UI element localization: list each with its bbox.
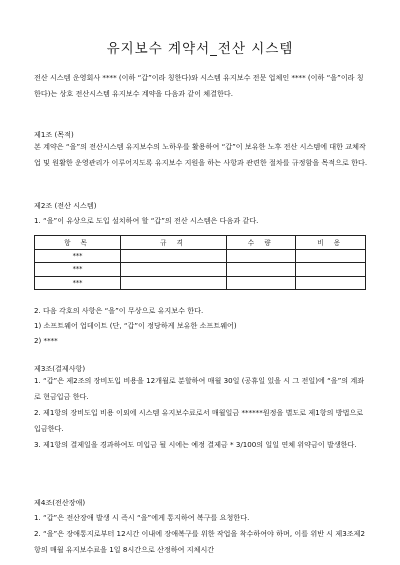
article-2-item-1: 1. “을”이 유상으로 도입 설치하여 할 “갑”의 전산 시스템은 다음과 같다. — [34, 216, 259, 225]
table-header-row — [35, 236, 366, 250]
article-4-heading: 제4조(전산장애) — [34, 498, 86, 507]
table-row — [35, 263, 366, 277]
table-cell — [226, 249, 296, 263]
article-3-para-2: 2. 제1항의 장비도입 비용 이외에 시스템 유지보수료로서 매월일금 ******원정을 별도로 제1항의 방법으로 입금한다. — [34, 408, 364, 433]
intro-paragraph: 전산 시스템 운영회사 **** (이하 “갑”이라 칭한다)와 시스템 유지보수 전문 업체인 **** (이하 “을”이라 칭한다)는 상호 전산시스템 유지보수 계약을 다음과 같이 체결한다. — [34, 73, 364, 98]
article-3-para-3: 3. 제1항의 결제일을 경과하여도 미입금 될 시에는 예정 결제금 * 3/100의 일일 연체 위약금이 발생한다. — [34, 440, 357, 449]
table-cell — [121, 249, 227, 263]
system-spec-table — [34, 235, 366, 290]
table-cell — [296, 249, 366, 263]
column-header-cost: 비 용 — [296, 236, 366, 250]
table-row — [35, 249, 366, 263]
table-cell: *** — [35, 249, 121, 263]
column-header-item: 항 목 — [35, 236, 121, 250]
table-cell: *** — [35, 263, 121, 277]
table-row — [35, 276, 366, 290]
table-cell — [226, 276, 296, 290]
column-header-quantity: 수 량 — [226, 236, 296, 250]
table-cell — [226, 263, 296, 277]
table-cell — [296, 276, 366, 290]
column-header-spec: 규 격 — [121, 236, 227, 250]
table-cell: *** — [35, 276, 121, 290]
document-title: 유지보수 계약서_전산 시스템 — [106, 41, 294, 57]
table-cell — [121, 276, 227, 290]
article-2-sub-1: 1) 소프트웨어 업데이트 (단, “갑”이 정당하게 보유한 소프트웨어) — [34, 321, 237, 330]
article-3-para-1: 1. “갑”은 제2조의 장비도입 비용을 12개월로 분할하여 매월 30일 (공휴일 있을 시 그 전일)에 “을”의 계좌로 현금입금 한다. — [34, 376, 365, 401]
article-3-heading: 제3조(결제사항) — [34, 364, 86, 373]
article-2-item-2: 2. 다음 각호의 사항은 “을”이 무상으로 유지보수 한다. — [34, 306, 204, 315]
table-cell — [296, 263, 366, 277]
article-2-heading: 제2조 (전산 시스템) — [34, 201, 97, 210]
article-1-body: 본 계약은 “을”의 전산시스템 유지보수의 노하우를 활용하여 “갑”이 보유한 노후 전산 시스템에 대한 교체작업 및 원활한 운영관리가 이루어지도록 유지보수 지원을 하는 사항과 관련한 절차를 규정함을 목적으로 한다. — [34, 142, 368, 167]
article-2-sub-2: 2) **** — [34, 336, 58, 345]
table-cell — [121, 263, 227, 277]
article-1-heading: 제1조 (목적) — [34, 130, 74, 139]
article-4-para-1: 1. “갑”은 전산장애 발생 시 즉시 “을”에게 통지하여 복구를 요청한다. — [34, 513, 250, 522]
article-4-para-2: 2. “을”은 장애통지로부터 12시간 이내에 장애복구를 위한 작업을 착수하여야 하며, 이를 위반 시 제3조제2항의 매월 유지보수료을 1일 8시간으로 산정하여 지체시간 — [34, 529, 365, 554]
